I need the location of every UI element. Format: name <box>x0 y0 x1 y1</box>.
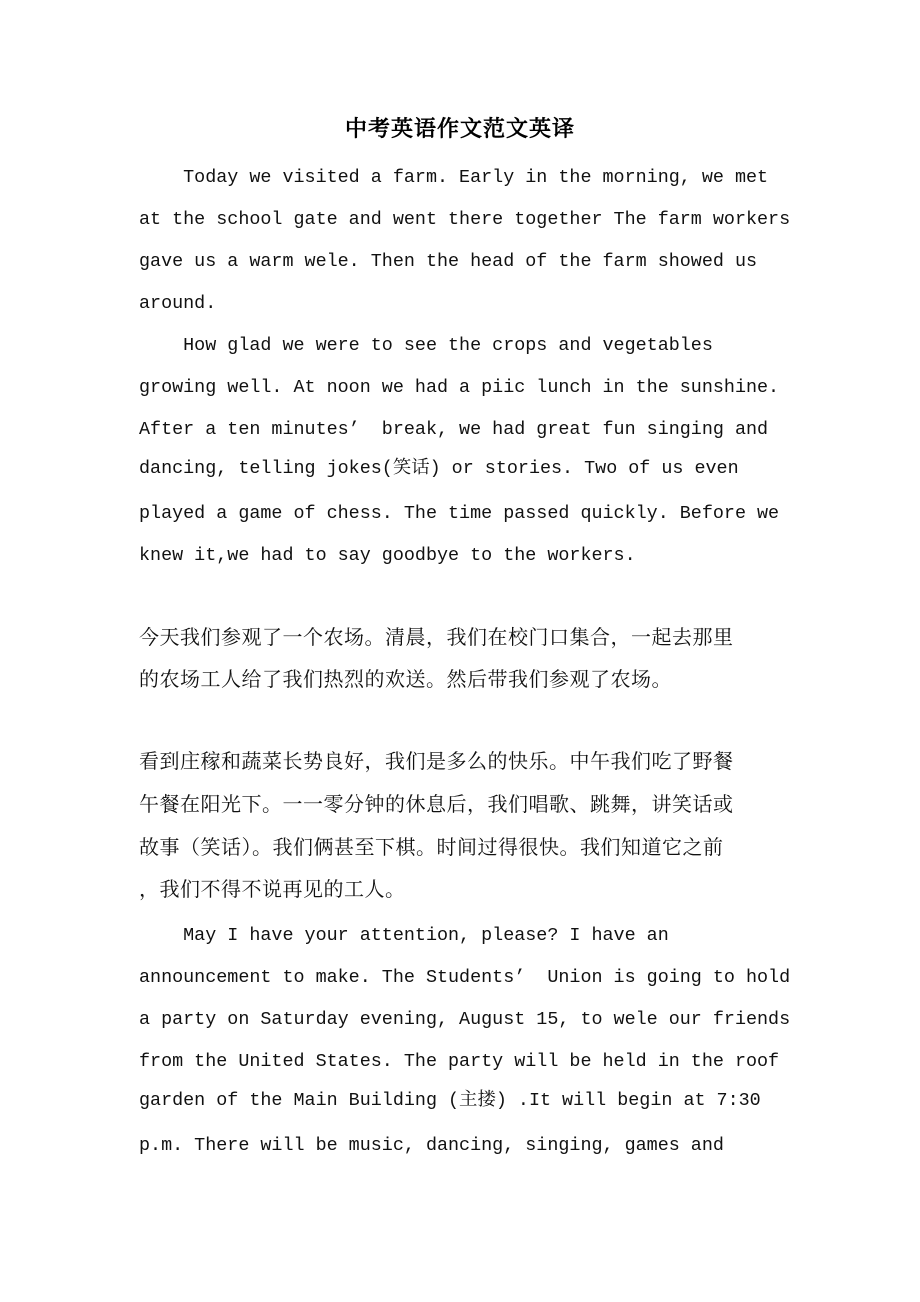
text-line: announcement to make. The Students’ Union is going to hold <box>139 967 791 988</box>
text-line: 午餐在阳光下。一一零分钟的休息后，我们唱歌、跳舞，讲笑话或 <box>139 792 734 816</box>
text-line: around. <box>139 293 217 314</box>
text-line: growing well. At noon we had a piic lunch in the sunshine. <box>139 377 780 398</box>
text-line: 看到庄稼和蔬菜长势良好，我们是多么的快乐。中午我们吃了野餐 <box>139 749 734 773</box>
text-line: After a ten minutes’ break, we had great fun singing and <box>139 419 769 440</box>
text-line: ，我们不得不说再见的工人。 <box>139 877 406 901</box>
text-line: 的农场工人给了我们热烈的欢送。然后带我们参观了农场。 <box>139 667 672 691</box>
text-line: a party on Saturday evening, August 15, to wele our friends <box>139 1009 791 1030</box>
text-line: dancing, telling jokes(笑话) or stories. Two of us even <box>139 458 739 479</box>
text-line: 今天我们参观了一个农场。清晨，我们在校门口集合，一起去那里 <box>139 625 734 649</box>
text-line: knew it,we had to say goodbye to the workers. <box>139 545 636 566</box>
text-line: gave us a warm wele. Then the head of the farm showed us <box>139 251 758 272</box>
text-line: at the school gate and went there together The farm workers <box>139 209 791 230</box>
text-line: May I have your attention, please? I have an <box>139 925 669 946</box>
text-line: Today we visited a farm. Early in the morning, we met <box>139 167 769 188</box>
text-line: p.m. There will be music, dancing, singing, games and <box>139 1135 724 1156</box>
text-line: 故事（笑话）。我们俩甚至下棋。时间过得很快。我们知道它之前 <box>139 835 724 859</box>
document-title: 中考英语作文范文英译 <box>344 116 575 142</box>
text-line: from the United States. The party will be held in the roof <box>139 1051 780 1072</box>
text-line: How glad we were to see the crops and vegetables <box>139 335 713 356</box>
text-line: played a game of chess. The time passed quickly. Before we <box>139 503 780 524</box>
text-line: garden of the Main Building (主搂) .It will begin at 7:30 <box>139 1090 761 1111</box>
